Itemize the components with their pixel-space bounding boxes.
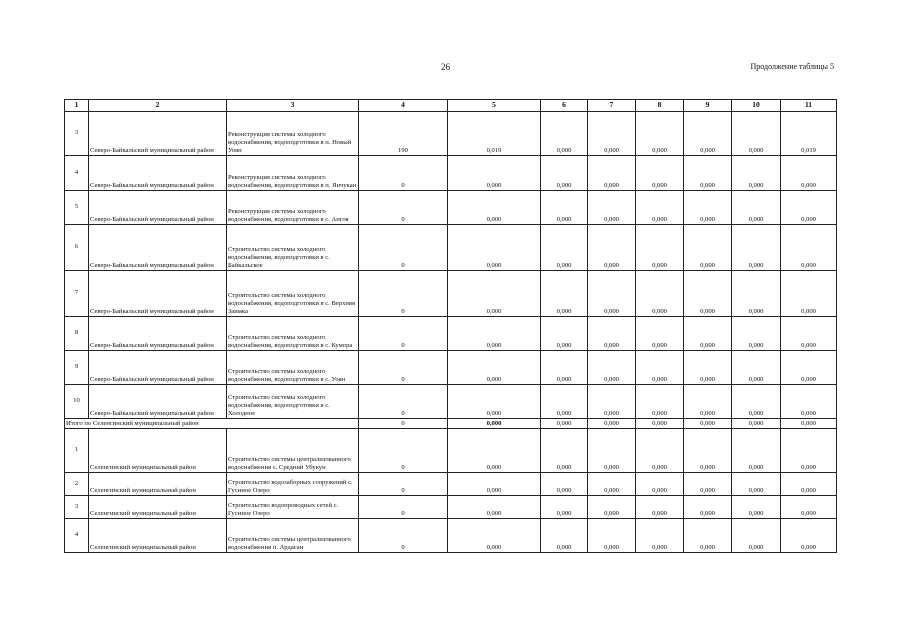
col11-cell: 0,000 <box>781 351 837 385</box>
total-c7-cell: 0,000 <box>588 419 636 429</box>
col10-cell: 0,000 <box>732 496 781 519</box>
row-number: 9 <box>65 351 89 385</box>
col9-cell: 0,000 <box>684 473 732 496</box>
col11-cell: 0,000 <box>781 225 837 271</box>
table-row <box>65 385 837 419</box>
project-cell: Строительство системы холодного водоснабжения, водоподготовки в с. Верхняя Заимка <box>227 271 359 317</box>
col5-cell: 0,000 <box>448 429 541 473</box>
col6-cell: 0,000 <box>541 385 588 419</box>
col11-cell: 0,019 <box>781 112 837 156</box>
district-cell: Северо-Байкальский муниципальный район <box>89 385 227 419</box>
col10-cell: 0,000 <box>732 271 781 317</box>
district-cell: Северо-Байкальский муниципальный район <box>89 351 227 385</box>
column-header-3: 3 <box>227 100 359 112</box>
col10-cell: 0,000 <box>732 351 781 385</box>
row-number: 10 <box>65 385 89 419</box>
district-cell: Северо-Байкальский муниципальный район <box>89 112 227 156</box>
table-body <box>65 112 837 553</box>
col4-cell: 0 <box>359 496 448 519</box>
col8-cell: 0,000 <box>636 191 684 225</box>
col10-cell: 0,000 <box>732 225 781 271</box>
column-header-1: 1 <box>65 100 89 112</box>
col7-cell: 0,000 <box>588 271 636 317</box>
table-row <box>65 519 837 553</box>
project-cell: Строительство системы централизованного водоснабжения с. Средний Убукун <box>227 429 359 473</box>
col10-cell: 0,000 <box>732 156 781 191</box>
col8-cell: 0,000 <box>636 351 684 385</box>
col4-cell: 0 <box>359 225 448 271</box>
district-cell: Селенгинский муниципальный район <box>89 496 227 519</box>
total-c10-cell: 0,000 <box>732 419 781 429</box>
col5-cell: 0,019 <box>448 112 541 156</box>
col8-cell: 0,000 <box>636 112 684 156</box>
row-number: 3 <box>65 496 89 519</box>
col5-cell: 0,000 <box>448 385 541 419</box>
table-continuation-label: Продолжение таблицы 5 <box>750 62 834 71</box>
col6-cell: 0,000 <box>541 112 588 156</box>
row-number: 7 <box>65 271 89 317</box>
col11-cell: 0,000 <box>781 191 837 225</box>
col9-cell: 0,000 <box>684 191 732 225</box>
col6-cell: 0,000 <box>541 429 588 473</box>
total-c5-cell: 0,000 <box>448 419 541 429</box>
col11-cell: 0,000 <box>781 156 837 191</box>
column-header-7: 7 <box>588 100 636 112</box>
col4-cell: 0 <box>359 156 448 191</box>
table-row <box>65 112 837 156</box>
row-number: 3 <box>65 112 89 156</box>
col6-cell: 0,000 <box>541 317 588 351</box>
col4-cell: 0 <box>359 191 448 225</box>
district-cell: Селенгинский муниципальный район <box>89 429 227 473</box>
col11-cell: 0,000 <box>781 317 837 351</box>
col10-cell: 0,000 <box>732 112 781 156</box>
col11-cell: 0,000 <box>781 271 837 317</box>
col4-cell: 0 <box>359 351 448 385</box>
table-row <box>65 317 837 351</box>
project-cell: Строительство водозаборных сооружений с. Гусиное Озеро <box>227 473 359 496</box>
project-cell: Строительство системы холодного водоснабжения, водоподготовки в с. Уоян <box>227 351 359 385</box>
district-cell: Селенгинский муниципальный район <box>89 519 227 553</box>
col11-cell: 0,000 <box>781 519 837 553</box>
col11-cell: 0,000 <box>781 496 837 519</box>
col4-cell: 0 <box>359 385 448 419</box>
col4-cell: 0 <box>359 317 448 351</box>
project-cell: Строительство системы холодного водоснабжения, водоподготовки в с. Кумора <box>227 317 359 351</box>
table-row <box>65 156 837 191</box>
district-cell: Северо-Байкальский муниципальный район <box>89 225 227 271</box>
col8-cell: 0,000 <box>636 225 684 271</box>
project-cell: Реконструкция системы холодного водоснабжения, водоподготовки в п. Новый Уоян <box>227 112 359 156</box>
district-cell: Северо-Байкальский муниципальный район <box>89 317 227 351</box>
row-number: 5 <box>65 191 89 225</box>
project-cell: Строительство системы холодного водоснабжения, водоподготовки в с. Холодное <box>227 385 359 419</box>
district-cell: Селенгинский муниципальный район <box>89 473 227 496</box>
col9-cell: 0,000 <box>684 351 732 385</box>
col9-cell: 0,000 <box>684 156 732 191</box>
row-number: 2 <box>65 473 89 496</box>
col7-cell: 0,000 <box>588 112 636 156</box>
row-number: 8 <box>65 317 89 351</box>
col6-cell: 0,000 <box>541 271 588 317</box>
col10-cell: 0,000 <box>732 519 781 553</box>
data-table <box>64 99 837 553</box>
col10-cell: 0,000 <box>732 317 781 351</box>
total-c8-cell: 0,000 <box>636 419 684 429</box>
page-number: 26 <box>441 62 450 72</box>
table-row <box>65 191 837 225</box>
col7-cell: 0,000 <box>588 385 636 419</box>
col4-cell: 0 <box>359 429 448 473</box>
col11-cell: 0,000 <box>781 473 837 496</box>
col6-cell: 0,000 <box>541 496 588 519</box>
col5-cell: 0,000 <box>448 351 541 385</box>
total-row <box>65 419 837 429</box>
col4-cell: 0 <box>359 473 448 496</box>
col8-cell: 0,000 <box>636 271 684 317</box>
col9-cell: 0,000 <box>684 225 732 271</box>
col5-cell: 0,000 <box>448 496 541 519</box>
column-header-2: 2 <box>89 100 227 112</box>
col7-cell: 0,000 <box>588 225 636 271</box>
col9-cell: 0,000 <box>684 519 732 553</box>
col4-cell: 0 <box>359 519 448 553</box>
col4-cell: 190 <box>359 112 448 156</box>
col5-cell: 0,000 <box>448 519 541 553</box>
col8-cell: 0,000 <box>636 496 684 519</box>
col7-cell: 0,000 <box>588 317 636 351</box>
col9-cell: 0,000 <box>684 112 732 156</box>
total-c9-cell: 0,000 <box>684 419 732 429</box>
total-c6-cell: 0,000 <box>541 419 588 429</box>
table-row <box>65 473 837 496</box>
column-header-11: 11 <box>781 100 837 112</box>
col6-cell: 0,000 <box>541 156 588 191</box>
col10-cell: 0,000 <box>732 429 781 473</box>
col7-cell: 0,000 <box>588 429 636 473</box>
col5-cell: 0,000 <box>448 473 541 496</box>
col5-cell: 0,000 <box>448 156 541 191</box>
col10-cell: 0,000 <box>732 473 781 496</box>
total-c11-cell: 0,000 <box>781 419 837 429</box>
total-label: Итого по Селенгинский муниципальный район <box>65 419 359 429</box>
row-number: 4 <box>65 519 89 553</box>
col10-cell: 0,000 <box>732 385 781 419</box>
col5-cell: 0,000 <box>448 271 541 317</box>
column-header-6: 6 <box>541 100 588 112</box>
table-row <box>65 225 837 271</box>
project-cell: Строительство системы централизованного водоснабжения п. Ардасан <box>227 519 359 553</box>
project-cell: Реконструкция системы холодного водоснабжения, водоподготовки в с. Ангоя <box>227 191 359 225</box>
col8-cell: 0,000 <box>636 156 684 191</box>
col8-cell: 0,000 <box>636 429 684 473</box>
col9-cell: 0,000 <box>684 496 732 519</box>
col11-cell: 0,000 <box>781 429 837 473</box>
col9-cell: 0,000 <box>684 385 732 419</box>
col7-cell: 0,000 <box>588 191 636 225</box>
col9-cell: 0,000 <box>684 429 732 473</box>
row-number: 4 <box>65 156 89 191</box>
district-cell: Северо-Байкальский муниципальный район <box>89 156 227 191</box>
col8-cell: 0,000 <box>636 317 684 351</box>
col7-cell: 0,000 <box>588 156 636 191</box>
col7-cell: 0,000 <box>588 519 636 553</box>
table-header-row <box>65 100 837 112</box>
col6-cell: 0,000 <box>541 519 588 553</box>
col9-cell: 0,000 <box>684 317 732 351</box>
col5-cell: 0,000 <box>448 191 541 225</box>
col6-cell: 0,000 <box>541 473 588 496</box>
col5-cell: 0,000 <box>448 317 541 351</box>
col8-cell: 0,000 <box>636 519 684 553</box>
col7-cell: 0,000 <box>588 496 636 519</box>
column-header-5: 5 <box>448 100 541 112</box>
table-row <box>65 496 837 519</box>
project-cell: Строительство системы холодного водоснабжения, водоподготовки в с. Байкальское <box>227 225 359 271</box>
district-cell: Северо-Байкальский муниципальный район <box>89 191 227 225</box>
col4-cell: 0 <box>359 271 448 317</box>
table-row <box>65 271 837 317</box>
col6-cell: 0,000 <box>541 225 588 271</box>
col8-cell: 0,000 <box>636 473 684 496</box>
project-cell: Строительство водопроводных сетей с. Гусиное Озеро <box>227 496 359 519</box>
project-cell: Реконструкция системы холодного водоснабжения, водоподготовки в п. Янчукан <box>227 156 359 191</box>
col9-cell: 0,000 <box>684 271 732 317</box>
col10-cell: 0,000 <box>732 191 781 225</box>
column-header-4: 4 <box>359 100 448 112</box>
column-header-10: 10 <box>732 100 781 112</box>
table-row <box>65 351 837 385</box>
col7-cell: 0,000 <box>588 473 636 496</box>
total-c4-cell: 0 <box>359 419 448 429</box>
col11-cell: 0,000 <box>781 385 837 419</box>
col8-cell: 0,000 <box>636 385 684 419</box>
district-cell: Северо-Байкальский муниципальный район <box>89 271 227 317</box>
row-number: 1 <box>65 429 89 473</box>
table-row <box>65 429 837 473</box>
col6-cell: 0,000 <box>541 191 588 225</box>
col5-cell: 0,000 <box>448 225 541 271</box>
col7-cell: 0,000 <box>588 351 636 385</box>
row-number: 6 <box>65 225 89 271</box>
col6-cell: 0,000 <box>541 351 588 385</box>
column-header-8: 8 <box>636 100 684 112</box>
column-header-9: 9 <box>684 100 732 112</box>
